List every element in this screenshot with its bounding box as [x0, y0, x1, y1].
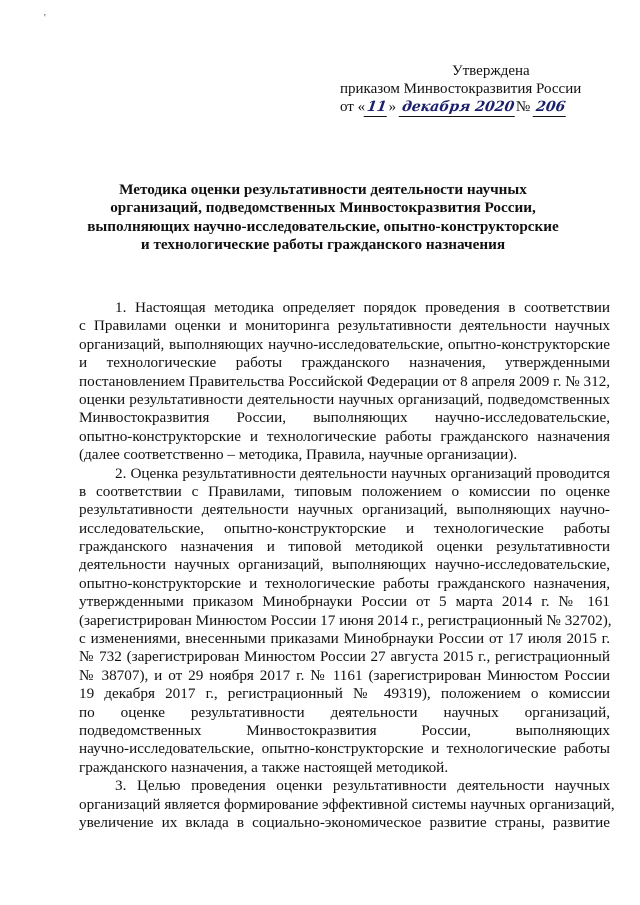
handwritten-day: 11: [364, 98, 390, 117]
paragraph-line: с изменениями, внесенными приказами Минобрнауки России от 17 июля 2015 г.: [79, 630, 610, 648]
paragraph-line: 1. Настоящая методика определяет порядок проведения в соответствии: [115, 299, 610, 316]
paragraph-line: научно-исследовательские, опытно-конструкторские и технологические работы: [79, 740, 610, 758]
approval-date-line: [340, 98, 610, 117]
paragraph-line: гражданского назначения, а также настоящей методикой.: [79, 758, 449, 776]
paragraph-line: гражданского назначения и типовой методикой оценки результативности: [79, 538, 610, 556]
paragraph-line: подведомственных Минвостокразвития России, выполняющих: [79, 721, 610, 739]
title-line: Методика оценки результативности деятельности научных: [119, 181, 527, 198]
paragraph-2: [79, 465, 610, 778]
paragraph-line: 2. Оценка результативности деятельности научных организаций проводится: [115, 464, 610, 482]
paragraph-line: организаций является формирование эффективной системы научных организаций,: [79, 795, 615, 813]
paragraph-line: оценки результативности деятельности научных организаций, подведомственных: [79, 390, 610, 408]
approval-heading: Утверждена: [452, 63, 530, 79]
title-line: организаций, подведомственных Минвостокразвития России,: [110, 199, 536, 217]
paragraph-line: увеличение их вклада в социально-экономическое развитие страны, развитие: [79, 813, 610, 831]
approval-order-line: приказом Минвостокразвития России: [340, 81, 582, 97]
corner-mark: ': [44, 13, 46, 24]
paragraph-line: утвержденными приказом Минобрнауки России от 5 марта 2014 г. № 161: [79, 593, 610, 611]
paragraph-line: (далее соответственно – методика, Правила, научные организации).: [79, 446, 518, 464]
paragraph-line: опытно-конструкторские и технологические работы гражданского назначения: [79, 427, 610, 445]
paragraph-line: результативности деятельности научных организаций, выполняющих научно-: [79, 501, 610, 519]
handwritten-number: 206: [533, 98, 569, 117]
document-title: [78, 181, 568, 254]
paragraph-line: 19 декабря 2017 г., регистрационный № 49319), положением о комиссии: [79, 685, 610, 703]
document-body: [79, 299, 615, 832]
paragraph-line: исследовательские, опытно-конструкторские и технологические работы: [79, 519, 610, 537]
paragraph-line: Минвостокразвития России, выполняющих научно-исследовательские,: [79, 409, 610, 427]
paragraph-1: [79, 299, 610, 465]
approval-stamp: [340, 62, 610, 117]
paragraph-line: по оценке результативности деятельности научных организаций,: [79, 703, 610, 721]
paragraph-line: постановлением Правительства Российской Федерации от 8 апреля 2009 г. № 312,: [79, 372, 611, 390]
paragraph-line: в соответствии с Правилами, типовым положением о комиссии по оценке: [79, 482, 610, 500]
handwritten-month-year: декабря 2020: [399, 98, 518, 117]
number-prefix: №: [515, 99, 531, 115]
paragraph-line: опытно-конструкторские и технологические работы гражданского назначения,: [79, 574, 610, 592]
date-prefix: от «: [340, 99, 366, 115]
paragraph-3: [79, 777, 615, 832]
paragraph-line: организаций, выполняющих научно-исследовательские, опытно-конструкторские: [79, 335, 610, 353]
paragraph-line: с Правилами оценки и мониторинга результативности деятельности научных: [79, 317, 610, 335]
paragraph-line: и технологические работы гражданского назначения, утвержденными: [79, 354, 610, 372]
paragraph-line: (зарегистрирован Минюстом России 17 июня 2014 г., регистрационный № 32702),: [79, 611, 612, 629]
paragraph-line: деятельности научных организаций, выполняющих научно-исследовательские,: [79, 556, 610, 574]
title-line: выполняющих научно-исследовательские, опытно-конструкторские: [87, 217, 559, 235]
date-mid: »: [388, 99, 400, 115]
paragraph-line: № 38707), и от 29 ноября 2017 г. № 1161 (зарегистрирован Минюстом России: [79, 666, 610, 684]
title-line: и технологические работы гражданского назначения: [140, 235, 506, 253]
paragraph-line: 3. Целью проведения оценки результативности деятельности научных: [115, 777, 610, 795]
paragraph-line: № 732 (зарегистрирован Минюстом России 27 августа 2015 г., регистрационный: [79, 648, 610, 666]
